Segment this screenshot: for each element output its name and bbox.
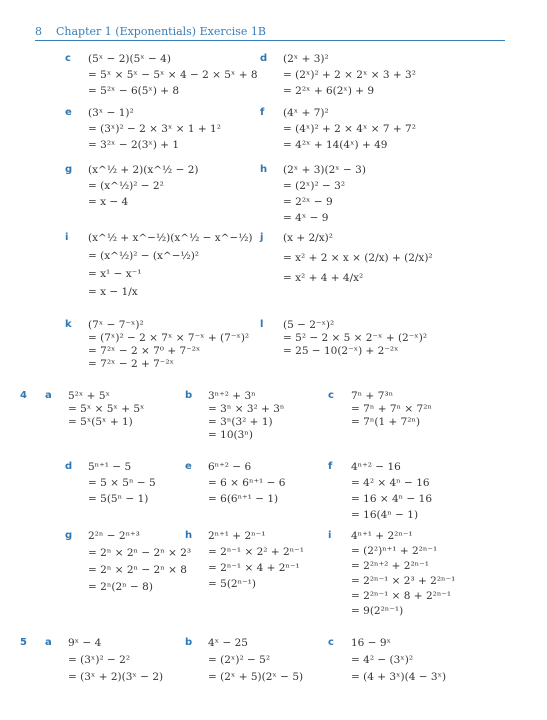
math-line: 2²ⁿ − 2ⁿ⁺³ [88,530,140,542]
part-letter: l [260,319,264,330]
math-line: (x^½ + x^−½)(x^½ − x^−½) [88,232,253,244]
math-line: = 4ˣ − 9 [283,212,329,224]
part-letter: d [260,53,268,64]
part-letter: f [260,107,265,118]
math-line: = (3ˣ + 2)(3ˣ − 2) [68,671,164,683]
math-line: (5ˣ − 2)(5ˣ − 4) [88,53,171,65]
part-letter: i [328,530,332,541]
math-line: = 2ⁿ(2ⁿ − 8) [88,581,153,593]
math-line: = 5²ˣ − 6(5ˣ) + 8 [88,85,180,97]
math-line: = 3²ˣ − 2(3ˣ) + 1 [88,139,180,151]
math-line: = 5² − 2 × 5 × 2⁻ˣ + (2⁻ˣ)² [283,332,428,344]
part-letter: j [260,232,264,243]
math-line: = 2²ⁿ⁻¹ × 2³ + 2²ⁿ⁻¹ [351,575,456,587]
math-line: = x¹ − x⁻¹ [88,268,142,280]
math-line: 7ⁿ + 7³ⁿ [351,390,394,402]
math-line: = (3ˣ)² − 2 × 3ˣ × 1 + 1² [88,123,221,135]
math-line: = 2ⁿ × 2ⁿ − 2ⁿ × 2³ [88,547,192,559]
math-line: (x^½ + 2)(x^½ − 2) [88,164,199,176]
math-line: = 10(3ⁿ) [208,429,253,441]
math-line: 4ˣ − 25 [208,637,248,649]
part-letter: i [65,232,69,243]
math-line: = (7ˣ)² − 2 × 7ˣ × 7⁻ˣ + (7⁻ˣ)² [88,332,250,344]
math-line: = 5ˣ × 5ˣ + 5ˣ [68,403,145,415]
math-line: = 6(6ⁿ⁺¹ − 1) [208,493,279,505]
math-line: 4ⁿ⁺¹ + 2²ⁿ⁻¹ [351,530,413,542]
math-line: = 5(5ⁿ − 1) [88,493,149,505]
math-line: = x − 1/x [88,286,138,298]
math-line: = (4 + 3ˣ)(4 − 3ˣ) [351,671,447,683]
part-letter: g [65,530,73,541]
math-line: (4ˣ + 7)² [283,107,329,119]
math-line: = 5ˣ × 5ˣ − 5ˣ × 4 − 2 × 5ˣ + 8 [88,69,258,81]
math-line: = (2ˣ)² + 2 × 2ˣ × 3 + 3² [283,69,416,81]
question-number: 4 [20,390,27,401]
math-line: = (2ˣ)² − 3² [283,180,346,192]
math-line: = 9(2²ⁿ⁻¹) [351,605,404,617]
math-line: = 6 × 6ⁿ⁺¹ − 6 [208,477,286,489]
math-line: = (4ˣ)² + 2 × 4ˣ × 7 + 7² [283,123,416,135]
part-letter: h [260,164,268,175]
part-letter: f [328,461,333,472]
math-line: (2ˣ + 3)(2ˣ − 3) [283,164,366,176]
part-letter: k [65,319,72,330]
math-line: = 7ⁿ + 7ⁿ × 7²ⁿ [351,403,432,415]
part-letter: b [185,637,193,648]
part-letter: c [65,53,71,64]
math-line: = 5 × 5ⁿ − 5 [88,477,156,489]
math-line: (7ˣ − 7⁻ˣ)² [88,319,144,331]
part-letter: d [65,461,73,472]
part-letter: g [65,164,73,175]
math-line: = 4² − (3ˣ)² [351,654,414,666]
math-line: (2ˣ + 3)² [283,53,329,65]
math-line: = x² + 4 + 4/x² [283,272,364,284]
math-line: = 3ⁿ(3² + 1) [208,416,273,428]
math-line: (x + 2/x)² [283,232,333,244]
math-line: = 16(4ⁿ − 1) [351,509,419,521]
math-line: = 3ⁿ × 3² + 3ⁿ [208,403,285,415]
math-line: (5 − 2⁻ˣ)² [283,319,335,331]
math-line: = 7²ˣ − 2 × 7⁰ + 7⁻²ˣ [88,345,201,357]
part-letter: e [185,461,192,472]
page-number: 8 [35,25,42,38]
part-letter: c [328,390,334,401]
math-line: = 2ⁿ⁻¹ × 4 + 2ⁿ⁻¹ [208,562,300,574]
math-line: = 2²ⁿ⁺² + 2²ⁿ⁻¹ [351,560,429,572]
math-line: 16 − 9ˣ [351,637,391,649]
math-line: 3ⁿ⁺² + 3ⁿ [208,390,256,402]
math-line: = (2ˣ + 5)(2ˣ − 5) [208,671,304,683]
math-line: = x² + 2 × x × (2/x) + (2/x)² [283,252,433,264]
math-line: = 4² × 4ⁿ − 16 [351,477,430,489]
math-line: = 4²ˣ + 14(4ˣ) + 49 [283,139,388,151]
math-line: 2ⁿ⁺¹ + 2ⁿ⁻¹ [208,530,266,542]
math-line: = 2²ⁿ⁻¹ × 8 + 2²ⁿ⁻¹ [351,590,452,602]
math-line: = 2²ˣ − 9 [283,196,333,208]
math-line: = 7ⁿ(1 + 7²ⁿ) [351,416,421,428]
math-line: 5²ˣ + 5ˣ [68,390,110,402]
math-line: = (2ˣ)² − 5² [208,654,271,666]
part-letter: a [45,390,52,401]
math-line: (3ˣ − 1)² [88,107,134,119]
math-line: 4ⁿ⁺² − 16 [351,461,401,473]
page-header [35,24,505,41]
math-line: 6ⁿ⁺² − 6 [208,461,252,473]
math-line: = 2ⁿ⁻¹ × 2² + 2ⁿ⁻¹ [208,546,304,558]
math-line: = (3ˣ)² − 2² [68,654,131,666]
page-title: Chapter 1 (Exponentials) Exercise 1B [56,25,267,38]
math-line: = (x^½)² − (x^−½)² [88,250,200,262]
math-line: 9ˣ − 4 [68,637,102,649]
math-line: = (x^½)² − 2² [88,180,164,192]
math-line: = 2²ˣ + 6(2ˣ) + 9 [283,85,375,97]
math-line: 5ⁿ⁺¹ − 5 [88,461,132,473]
part-letter: h [185,530,193,541]
math-line: = 25 − 10(2⁻ˣ) + 2⁻²ˣ [283,345,399,357]
math-line: = 2ⁿ × 2ⁿ − 2ⁿ × 8 [88,564,187,576]
part-letter: b [185,390,193,401]
part-letter: e [65,107,72,118]
part-letter: c [328,637,334,648]
math-line: = x − 4 [88,196,129,208]
math-line: = 16 × 4ⁿ − 16 [351,493,433,505]
math-line: = (2²)ⁿ⁺¹ + 2²ⁿ⁻¹ [351,545,438,557]
part-letter: a [45,637,52,648]
math-line: = 5(2ⁿ⁻¹) [208,578,256,590]
math-line: = 5ˣ(5ˣ + 1) [68,416,133,428]
math-line: = 7²ˣ − 2 + 7⁻²ˣ [88,358,174,370]
question-number: 5 [20,637,27,648]
